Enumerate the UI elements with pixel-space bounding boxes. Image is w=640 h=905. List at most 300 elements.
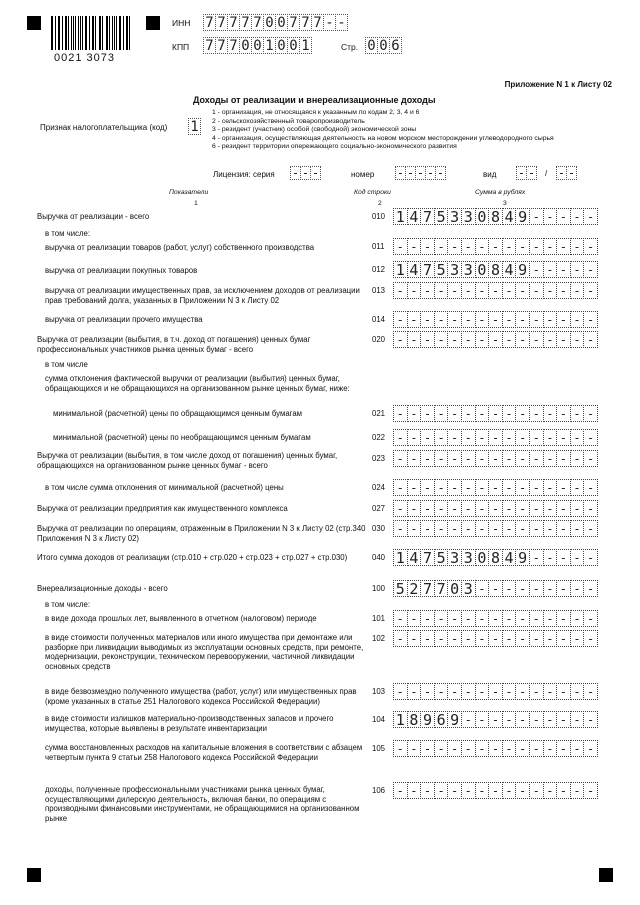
- row-code: 030: [372, 524, 386, 533]
- amount-cell: -: [407, 238, 422, 255]
- amount-field-014[interactable]: [393, 311, 597, 328]
- amount-cell: -: [407, 683, 422, 700]
- amount-cell: -: [393, 610, 408, 627]
- amount-cell: -: [570, 238, 585, 255]
- row-code: 027: [372, 504, 386, 513]
- amount-cell: -: [583, 311, 598, 328]
- amount-field-010[interactable]: [393, 208, 597, 225]
- amount-cell: -: [407, 311, 422, 328]
- amount-cell: 1: [393, 711, 408, 728]
- amount-cell: 1: [393, 261, 408, 278]
- amount-cell: -: [447, 238, 462, 255]
- amount-cell: -: [434, 683, 449, 700]
- amount-cell: -: [556, 261, 571, 278]
- amount-cell: -: [488, 580, 503, 597]
- amount-cell: 3: [461, 261, 476, 278]
- amount-cell: -: [583, 405, 598, 422]
- amount-cell: -: [502, 740, 517, 757]
- amount-cell: 4: [407, 261, 422, 278]
- amount-cell: -: [475, 500, 490, 517]
- amount-cell: -: [488, 331, 503, 348]
- row-label: в виде дохода прошлых лет, выявленного в отчетном (налоговом) периоде: [45, 614, 317, 623]
- char-cell: 0: [287, 37, 300, 54]
- char-cell: 7: [251, 14, 264, 31]
- amount-cell: -: [488, 429, 503, 446]
- row-code: 010: [372, 212, 386, 221]
- amount-cell: -: [543, 630, 558, 647]
- amount-cell: -: [556, 740, 571, 757]
- amount-cell: -: [393, 500, 408, 517]
- amount-cell: -: [543, 500, 558, 517]
- amount-cell: -: [583, 500, 598, 517]
- row-code: 014: [372, 315, 386, 324]
- amount-cell: -: [515, 740, 530, 757]
- amount-cell: -: [529, 549, 544, 566]
- amount-cell: -: [407, 331, 422, 348]
- amount-cell: 5: [434, 549, 449, 566]
- amount-cell: -: [393, 782, 408, 799]
- row-label: выручка от реализации имущественных прав, за исключением доходов от реализации прав требований долга, указанных в Приложении N 3 к Листу 02: [45, 286, 360, 305]
- row-label: доходы, полученные профессиональными участниками рынка ценных бумаг, осуществляющими дилерскую деятельность, включая банки, по операциям с производными финансовыми инструментами, не обращающимися на организованном рынке: [45, 785, 360, 823]
- amount-cell: -: [515, 610, 530, 627]
- amount-cell: -: [556, 405, 571, 422]
- amount-cell: -: [461, 782, 476, 799]
- amount-cell: -: [556, 238, 571, 255]
- amount-cell: -: [447, 405, 462, 422]
- amount-field-104[interactable]: [393, 711, 597, 728]
- amount-cell: -: [393, 740, 408, 757]
- char-cell: -: [323, 14, 336, 31]
- amount-cell: -: [583, 282, 598, 299]
- amount-cell: -: [515, 429, 530, 446]
- amount-cell: -: [529, 520, 544, 537]
- license-series-label: Лицензия: серия: [213, 170, 275, 179]
- char-cell: -: [406, 166, 415, 180]
- page-label: Стр.: [341, 42, 359, 52]
- amount-cell: -: [393, 331, 408, 348]
- amount-cell: 1: [393, 208, 408, 225]
- char-cell: 1: [263, 37, 276, 54]
- corner-marker-top-left: [27, 16, 41, 30]
- amount-cell: -: [447, 450, 462, 467]
- amount-cell: -: [420, 520, 435, 537]
- row-label: Выручка от реализации по операциям, отраженным в Приложении N 3 к Листу 02 (стр.340 Приложения N 3 к Листу 02): [37, 524, 366, 543]
- row-code: 022: [372, 433, 386, 442]
- amount-cell: -: [393, 630, 408, 647]
- amount-cell: -: [543, 405, 558, 422]
- amount-cell: -: [583, 429, 598, 446]
- char-cell: 0: [263, 14, 276, 31]
- row-label: в том числе:: [45, 600, 91, 609]
- char-cell: 0: [251, 37, 264, 54]
- corner-marker-bottom-right: [599, 868, 613, 882]
- amount-cell: -: [488, 238, 503, 255]
- amount-cell: -: [570, 630, 585, 647]
- amount-cell: 9: [420, 711, 435, 728]
- char-cell: -: [426, 166, 435, 180]
- amount-cell: -: [447, 630, 462, 647]
- amount-cell: -: [461, 282, 476, 299]
- amount-cell: -: [475, 331, 490, 348]
- taxpayer-sign-label: Признак налогоплательщика (код): [40, 123, 168, 132]
- amount-cell: -: [543, 782, 558, 799]
- amount-cell: -: [420, 630, 435, 647]
- char-cell: 7: [239, 14, 252, 31]
- amount-cell: -: [529, 261, 544, 278]
- amount-cell: -: [461, 520, 476, 537]
- amount-cell: 1: [393, 549, 408, 566]
- amount-cell: -: [461, 429, 476, 446]
- amount-cell: -: [475, 311, 490, 328]
- char-cell: -: [517, 166, 526, 180]
- license-number-cells[interactable]: [395, 166, 445, 180]
- amount-cell: -: [502, 782, 517, 799]
- amount-cell: -: [543, 311, 558, 328]
- row-label: в том числе:: [45, 229, 91, 238]
- amount-cell: -: [543, 740, 558, 757]
- amount-cell: -: [570, 405, 585, 422]
- row-label: в том числе: [45, 360, 88, 369]
- row-label: Выручка от реализации - всего: [37, 212, 150, 221]
- corner-marker-top-right: [146, 16, 160, 30]
- amount-cell: -: [434, 479, 449, 496]
- amount-cell: 4: [502, 549, 517, 566]
- amount-cell: 0: [447, 580, 462, 597]
- license-type-label: вид: [483, 170, 497, 179]
- amount-cell: -: [543, 238, 558, 255]
- amount-cell: 5: [434, 261, 449, 278]
- char-cell: -: [436, 166, 445, 180]
- amount-cell: -: [393, 282, 408, 299]
- amount-cell: 3: [461, 580, 476, 597]
- amount-cell: -: [461, 405, 476, 422]
- amount-cell: -: [461, 630, 476, 647]
- amount-cell: -: [529, 711, 544, 728]
- amount-cell: -: [543, 683, 558, 700]
- amount-cell: -: [475, 711, 490, 728]
- col-num-1: 1: [194, 200, 198, 207]
- kpp-cells: [203, 37, 311, 54]
- amount-cell: -: [407, 405, 422, 422]
- amount-cell: -: [502, 450, 517, 467]
- amount-cell: -: [461, 238, 476, 255]
- amount-cell: -: [434, 405, 449, 422]
- amount-field-040[interactable]: [393, 549, 597, 566]
- row-code: 040: [372, 553, 386, 562]
- amount-cell: -: [420, 311, 435, 328]
- amount-cell: 4: [407, 208, 422, 225]
- amount-cell: 3: [447, 549, 462, 566]
- amount-cell: -: [502, 282, 517, 299]
- amount-cell: -: [543, 331, 558, 348]
- amount-cell: -: [543, 429, 558, 446]
- amount-cell: -: [475, 282, 490, 299]
- amount-cell: -: [570, 450, 585, 467]
- amount-cell: -: [502, 238, 517, 255]
- amount-cell: 8: [488, 261, 503, 278]
- amount-cell: -: [407, 520, 422, 537]
- appendix-title: Приложение N 1 к Листу 02: [504, 80, 612, 89]
- taxpayer-sign-options: [212, 109, 612, 152]
- amount-cell: -: [529, 630, 544, 647]
- kpp-label: КПП: [172, 42, 190, 52]
- amount-cell: -: [393, 520, 408, 537]
- amount-cell: -: [515, 331, 530, 348]
- amount-cell: -: [461, 683, 476, 700]
- amount-cell: -: [529, 683, 544, 700]
- amount-cell: -: [420, 479, 435, 496]
- row-code: 012: [372, 265, 386, 274]
- char-cell: 1: [299, 37, 312, 54]
- amount-cell: -: [570, 782, 585, 799]
- amount-cell: 0: [475, 549, 490, 566]
- amount-cell: -: [407, 500, 422, 517]
- row-label: сумма восстановленных расходов на капитальные вложения в соответствии с абзацем четвертым пункта 9 статьи 258 Налогового кодекса Российской Федерации: [45, 743, 363, 762]
- char-cell: -: [311, 166, 320, 180]
- amount-cell: -: [488, 520, 503, 537]
- amount-cell: -: [447, 683, 462, 700]
- amount-cell: -: [434, 782, 449, 799]
- amount-cell: -: [543, 549, 558, 566]
- amount-field-105[interactable]: [393, 740, 597, 757]
- col-code: Код строки: [354, 189, 391, 196]
- amount-cell: -: [434, 630, 449, 647]
- row-code: 106: [372, 786, 386, 795]
- amount-cell: -: [434, 282, 449, 299]
- amount-cell: -: [529, 479, 544, 496]
- amount-field-022[interactable]: [393, 429, 597, 446]
- amount-cell: -: [488, 311, 503, 328]
- amount-cell: -: [543, 261, 558, 278]
- amount-field-020[interactable]: [393, 331, 597, 348]
- amount-cell: -: [502, 331, 517, 348]
- amount-cell: -: [583, 238, 598, 255]
- char-cell: 7: [311, 14, 324, 31]
- amount-cell: -: [447, 610, 462, 627]
- amount-cell: -: [502, 580, 517, 597]
- row-label: выручка от реализации прочего имущества: [45, 315, 203, 324]
- amount-field-100[interactable]: [393, 580, 597, 597]
- amount-cell: -: [515, 282, 530, 299]
- row-label: выручка от реализации товаров (работ, услуг) собственного производства: [45, 243, 315, 252]
- row-code: 011: [372, 242, 385, 251]
- amount-cell: -: [475, 782, 490, 799]
- row-code: 013: [372, 286, 386, 295]
- amount-cell: -: [447, 331, 462, 348]
- amount-cell: -: [529, 282, 544, 299]
- char-cell: 0: [377, 37, 390, 54]
- char-cell: 7: [203, 37, 216, 54]
- amount-cell: -: [515, 405, 530, 422]
- amount-cell: -: [393, 311, 408, 328]
- amount-cell: -: [447, 282, 462, 299]
- row-code: 023: [372, 454, 386, 463]
- amount-cell: -: [515, 238, 530, 255]
- row-label: Выручка от реализации (выбытия, в т.ч. доход от погашения) ценных бумаг профессиональных участников рынка ценных бумаг - всего: [37, 335, 311, 354]
- license-series-cells[interactable]: [290, 166, 320, 180]
- amount-cell: 4: [502, 208, 517, 225]
- row-label: Выручка от реализации предприятия как имущественного комплекса: [37, 504, 288, 513]
- amount-cell: -: [407, 630, 422, 647]
- amount-cell: -: [543, 208, 558, 225]
- amount-cell: -: [556, 683, 571, 700]
- amount-cell: -: [407, 429, 422, 446]
- amount-cell: -: [434, 520, 449, 537]
- char-cell: -: [396, 166, 405, 180]
- row-label: Внереализационные доходы - всего: [37, 584, 168, 593]
- amount-cell: -: [475, 429, 490, 446]
- amount-cell: -: [502, 711, 517, 728]
- amount-cell: -: [502, 429, 517, 446]
- amount-cell: -: [393, 479, 408, 496]
- amount-field-023[interactable]: [393, 450, 597, 467]
- amount-cell: 9: [515, 208, 530, 225]
- taxpayer-option-4: 4 - организация, осуществляющая деятельность на новом морском месторождении углеводородного сырья: [212, 134, 554, 142]
- amount-cell: -: [461, 479, 476, 496]
- amount-cell: -: [515, 580, 530, 597]
- taxpayer-option-1: 1 - организация, не относящаяся к указанным по кодам 2, 3, 4 и 6: [212, 109, 420, 116]
- amount-cell: -: [543, 282, 558, 299]
- amount-field-012[interactable]: [393, 261, 597, 278]
- char-cell: -: [567, 166, 576, 180]
- col-num-2: 2: [378, 200, 382, 207]
- amount-cell: -: [583, 711, 598, 728]
- amount-field-101[interactable]: [393, 610, 597, 627]
- amount-field-024[interactable]: [393, 479, 597, 496]
- char-cell: 7: [299, 14, 312, 31]
- amount-cell: -: [475, 610, 490, 627]
- amount-field-102[interactable]: [393, 630, 597, 647]
- char-cell: 0: [275, 37, 288, 54]
- row-code: 021: [372, 409, 386, 418]
- amount-cell: -: [556, 282, 571, 299]
- license-type-cells-b[interactable]: [556, 166, 576, 180]
- char-cell: 7: [227, 14, 240, 31]
- amount-cell: -: [515, 782, 530, 799]
- amount-cell: -: [488, 405, 503, 422]
- amount-field-103[interactable]: [393, 683, 597, 700]
- amount-cell: 3: [461, 549, 476, 566]
- amount-cell: -: [393, 429, 408, 446]
- amount-cell: 7: [420, 580, 435, 597]
- row-code: 101: [372, 614, 386, 623]
- amount-cell: -: [434, 238, 449, 255]
- amount-cell: -: [488, 450, 503, 467]
- amount-cell: 3: [447, 261, 462, 278]
- amount-cell: -: [583, 479, 598, 496]
- amount-cell: -: [515, 520, 530, 537]
- amount-cell: -: [420, 683, 435, 700]
- amount-cell: -: [447, 311, 462, 328]
- col-indicators: Показатели: [169, 189, 209, 196]
- amount-cell: -: [434, 429, 449, 446]
- amount-cell: -: [407, 740, 422, 757]
- amount-cell: -: [420, 782, 435, 799]
- taxpayer-sign-cell[interactable]: [188, 118, 200, 135]
- license-type-cells-a[interactable]: [516, 166, 536, 180]
- amount-cell: -: [529, 311, 544, 328]
- amount-cell: -: [434, 331, 449, 348]
- row-label: Выручка от реализации (выбытия, в том числе доход от погашения) ценных бумаг, обращающихся на организованном рынке ценных бумаг - всего: [37, 451, 338, 470]
- amount-cell: -: [543, 711, 558, 728]
- amount-cell: -: [529, 500, 544, 517]
- amount-cell: -: [583, 782, 598, 799]
- amount-cell: 4: [502, 261, 517, 278]
- amount-cell: -: [570, 261, 585, 278]
- amount-cell: 7: [420, 208, 435, 225]
- row-label: в том числе сумма отклонения от минимальной (расчетной) цены: [45, 483, 284, 492]
- row-code: 104: [372, 715, 386, 724]
- amount-cell: -: [556, 610, 571, 627]
- amount-cell: -: [583, 580, 598, 597]
- amount-cell: 9: [447, 711, 462, 728]
- amount-cell: -: [556, 500, 571, 517]
- amount-field-027[interactable]: [393, 500, 597, 517]
- amount-cell: -: [420, 740, 435, 757]
- row-code: 024: [372, 483, 386, 492]
- amount-field-106[interactable]: [393, 782, 597, 799]
- amount-cell: -: [447, 520, 462, 537]
- amount-cell: -: [529, 331, 544, 348]
- amount-cell: -: [393, 405, 408, 422]
- amount-cell: 0: [475, 261, 490, 278]
- amount-cell: -: [556, 580, 571, 597]
- row-label: минимальной (расчетной) цены по необращающимся ценным бумагам: [53, 433, 311, 442]
- amount-cell: -: [447, 479, 462, 496]
- char-cell: -: [527, 166, 536, 180]
- amount-cell: -: [515, 500, 530, 517]
- amount-field-021[interactable]: [393, 405, 597, 422]
- amount-cell: -: [529, 208, 544, 225]
- amount-cell: -: [434, 610, 449, 627]
- amount-cell: -: [556, 331, 571, 348]
- char-cell: -: [557, 166, 566, 180]
- amount-cell: -: [447, 429, 462, 446]
- amount-cell: -: [543, 610, 558, 627]
- amount-cell: -: [529, 450, 544, 467]
- amount-cell: -: [583, 683, 598, 700]
- row-label: в виде стоимости излишков материально-производственных запасов и прочего имущества, которые выявлены в результате инвентаризации: [45, 714, 334, 733]
- amount-cell: -: [488, 479, 503, 496]
- amount-cell: -: [515, 711, 530, 728]
- amount-cell: -: [475, 740, 490, 757]
- inn-cells: [203, 14, 347, 31]
- amount-field-030[interactable]: [393, 520, 597, 537]
- amount-cell: -: [393, 450, 408, 467]
- char-cell: -: [301, 166, 310, 180]
- amount-cell: -: [543, 450, 558, 467]
- amount-cell: -: [502, 520, 517, 537]
- amount-field-013[interactable]: [393, 282, 597, 299]
- amount-cell: -: [529, 580, 544, 597]
- amount-cell: -: [488, 782, 503, 799]
- amount-cell: -: [420, 405, 435, 422]
- amount-cell: -: [502, 311, 517, 328]
- amount-cell: -: [570, 740, 585, 757]
- amount-cell: -: [407, 479, 422, 496]
- amount-field-011[interactable]: [393, 238, 597, 255]
- amount-cell: -: [570, 610, 585, 627]
- amount-cell: 9: [515, 261, 530, 278]
- taxpayer-option-6: 6 - резидент территории опережающего социально-экономического развития: [212, 143, 457, 150]
- char-cell: -: [335, 14, 348, 31]
- char-cell: -: [416, 166, 425, 180]
- amount-cell: -: [583, 549, 598, 566]
- amount-cell: -: [529, 610, 544, 627]
- section-title: Доходы от реализации и внереализационные доходы: [193, 95, 436, 105]
- amount-cell: -: [583, 630, 598, 647]
- amount-cell: 2: [407, 580, 422, 597]
